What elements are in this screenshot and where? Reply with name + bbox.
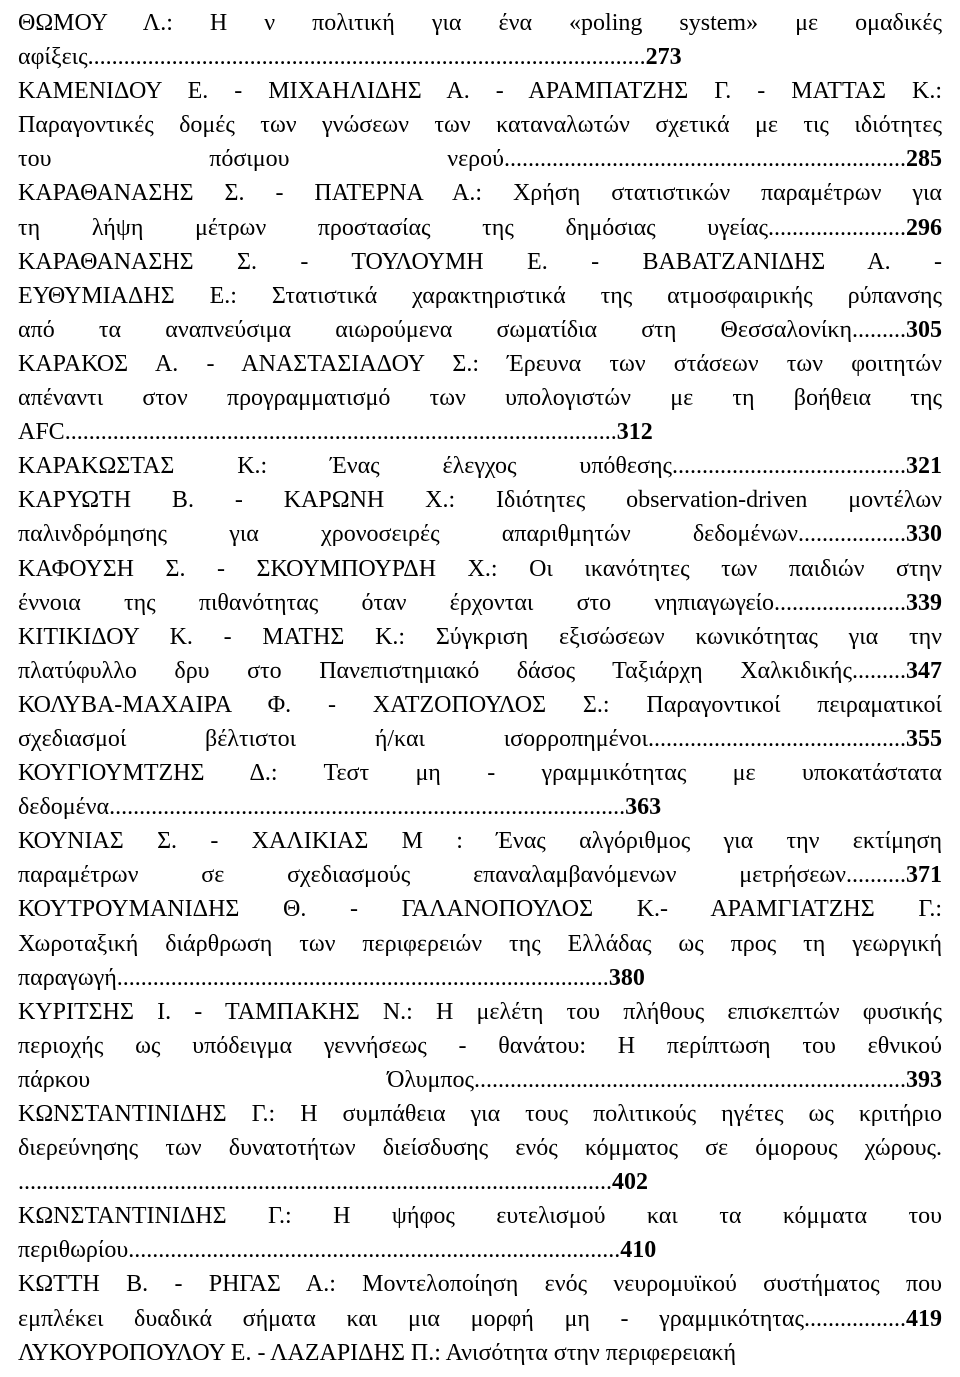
index-entry	[18, 347, 942, 449]
entry-text: σχεδιασμοί βέλτιστοι ή/και ισορροπημένοι...........................................	[18, 725, 906, 752]
entry-text: απέναντι στον προγραμματισμό των υπολογιστών με τη βοήθεια της	[18, 385, 942, 412]
entry-text: εμπλέκει δυαδικά σήματα και μια μορφή μη - γραμμικότητας.................	[18, 1305, 906, 1332]
entry-line	[18, 756, 942, 790]
index-entry	[18, 449, 942, 483]
entry-line	[18, 552, 942, 586]
index-entry	[18, 74, 942, 176]
page-number: 321	[906, 453, 942, 480]
entry-text: ΚΑΡΑΚΩΣΤΑΣ Κ.: Ένας έλεγχος υπόθεσης.......................................	[18, 453, 906, 480]
entry-line	[18, 688, 942, 722]
page-number: 393	[906, 1066, 942, 1093]
entry-line	[18, 40, 942, 74]
page-number: 355	[906, 725, 942, 752]
entry-line	[18, 1097, 942, 1131]
entry-text: ΚΟΥΤΡΟΥΜΑΝΙΔΗΣ Θ. - ΓΑΛΑΝΟΠΟΥΛΟΣ Κ.- ΑΡΑΜΓΙΑΤΖΗΣ Γ.:	[18, 896, 942, 923]
entry-line	[18, 415, 942, 449]
entry-text: Χωροταξική διάρθρωση των περιφερειών της Ελλάδας ως προς τη γεωργική	[18, 930, 942, 957]
entry-text: περιοχής ως υπόδειγμα γεννήσεως - θανάτου: Η περίπτωση του εθνικού	[18, 1032, 942, 1059]
entry-line	[18, 790, 942, 824]
entry-text: ΚΙΤΙΚΙΔΟΥ Κ. - ΜΑΤΗΣ Κ.: Σύγκριση εξισώσεων κωνικότητας για την	[18, 623, 942, 650]
page-number: 363	[625, 794, 662, 821]
entry-text: ΕΥΘΥΜΙΑΔΗΣ Ε.: Στατιστικά χαρακτηριστικά της ατμοσφαιρικής ρύπανσης	[18, 282, 942, 309]
page-number: 312	[616, 419, 653, 446]
entry-line	[18, 1267, 942, 1301]
entry-text: ΘΩΜΟΥ Λ.: Η ν πολιτική για ένα «poling system» με ομαδικές	[18, 10, 942, 36]
entry-text: ΚΩΝΣΤΑΝΤΙΝΙΔΗΣ Γ.: Η συμπάθεια για τους πολιτικούς ηγέτες ως κριτήριο	[18, 1101, 942, 1127]
entry-text: από τα αναπνεύσιμα αιωρούμενα σωματίδια στη Θεσσαλονίκη.........	[18, 316, 906, 343]
entry-text: αφίξεις.............................................................................................	[18, 44, 646, 71]
entry-text: δεδομένα......................................................................................	[18, 794, 626, 821]
entry-text: ΚΥΡΙΤΣΗΣ Ι. - ΤΑΜΠΑΚΗΣ Ν.: Η μελέτη του πλήθους επισκεπτών φυσικής	[18, 998, 942, 1025]
entry-line	[18, 961, 942, 995]
entry-line	[18, 1233, 942, 1267]
index-entry	[18, 892, 942, 994]
index-entry	[18, 1097, 942, 1199]
entry-line	[18, 1131, 942, 1165]
entry-line	[18, 824, 942, 858]
entry-text: ΚΑΡΥΩΤΗ Β. - ΚΑΡΩΝΗ Χ.: Ιδιότητες observation-driven μοντέλων	[18, 487, 942, 514]
index-entry	[18, 552, 942, 620]
entry-line	[18, 108, 942, 142]
page-number: 330	[906, 521, 942, 548]
entry-line	[18, 858, 942, 892]
entry-text: περιθωρίου..................................................................................	[18, 1237, 621, 1264]
page-number: 285	[906, 146, 942, 173]
entry-text: έννοια της πιθανότητας όταν έρχονται στο νηπιαγωγείο......................	[18, 589, 906, 616]
entry-text: πλατύφυλλο δρυ στο Πανεπιστημιακό δάσος Ταξιάρχη Χαλκιδικής.........	[18, 657, 906, 684]
entry-text: ...................................................................................................	[18, 1169, 612, 1196]
entry-line	[18, 279, 942, 313]
page-number: 305	[906, 316, 942, 343]
entry-line	[18, 1063, 942, 1097]
entry-text: παλινδρόμησης για χρονοσειρές απαριθμητών δεδομένων..................	[18, 521, 906, 548]
index-entry	[18, 6, 942, 74]
entry-line	[18, 1199, 942, 1233]
entry-text: τη λήψη μέτρων προστασίας της δημόσιας υγείας.......................	[18, 214, 906, 241]
page-number: 402	[612, 1169, 648, 1196]
entry-line	[18, 449, 942, 483]
entry-line	[18, 620, 942, 654]
index-entry	[18, 1267, 942, 1335]
entry-text: ΚΟΥΓΙΟΥΜΤΖΗΣ Δ.: Τεστ μη - γραμμικότητας με υποκατάστατα	[18, 760, 942, 787]
index-entry	[18, 1336, 942, 1370]
entry-line	[18, 176, 942, 210]
index-entry	[18, 824, 942, 892]
entry-text: διερεύνησης των δυνατοτήτων διείσδυσης ενός κόμματος σε όμορους χώρους.	[18, 1135, 942, 1162]
page-number: 273	[645, 44, 682, 71]
index-entry	[18, 995, 942, 1097]
entry-line	[18, 245, 942, 279]
page-number: 347	[906, 657, 942, 684]
entry-text: ΚΩΤΤΗ Β. - ΡΗΓΑΣ Α.: Μοντελοποίηση ενός νευρομυϊκού συστήματος που	[18, 1271, 942, 1298]
index-entry	[18, 688, 942, 756]
entry-line	[18, 995, 942, 1029]
entry-text: ΚΑΡΑΘΑΝΑΣΗΣ Σ. - ΠΑΤΕΡΝΑ Α.: Χρήση στατιστικών παραμέτρων για	[18, 180, 942, 207]
entry-text: Παραγοντικές δομές των γνώσεων των καταναλωτών σχετικά με τις ιδιότητες	[18, 112, 942, 139]
entry-line	[18, 142, 942, 176]
page-number: 380	[608, 964, 645, 991]
index-entry	[18, 483, 942, 551]
entry-line	[18, 517, 942, 551]
entry-line	[18, 586, 942, 620]
entry-text: ΚΑΦΟΥΣΗ Σ. - ΣΚΟΥΜΠΟΥΡΔΗ Χ.: Οι ικανότητες των παιδιών στην	[18, 555, 942, 582]
index-entry	[18, 620, 942, 688]
entry-line	[18, 722, 942, 756]
entry-line	[18, 1029, 942, 1063]
page-number: 371	[906, 862, 942, 889]
entry-text: πάρκου Όλυμπος........................................................................	[18, 1066, 906, 1093]
index-entry	[18, 245, 942, 347]
page-number: 419	[906, 1305, 942, 1332]
index-entry	[18, 176, 942, 244]
entry-text: ΚΑΡΑΘΑΝΑΣΗΣ Σ. - ΤΟΥΛΟΥΜΗ Ε. - ΒΑΒΑΤΖΑΝΙΔΗΣ Α. -	[18, 248, 942, 275]
entry-line	[18, 892, 942, 926]
entry-line	[18, 347, 942, 381]
entry-line	[18, 211, 942, 245]
page-number: 339	[906, 589, 942, 616]
entry-text: ΚΩΝΣΤΑΝΤΙΝΙΔΗΣ Γ.: Η ψήφος ευτελισμού και τα κόμματα του	[18, 1203, 942, 1230]
entry-line	[18, 313, 942, 347]
entry-text: AFC............................................................................................	[18, 419, 617, 446]
entry-line	[18, 927, 942, 961]
entry-text: ΚΑΜΕΝΙΔΟΥ Ε. - ΜΙΧΑΗΛΙΔΗΣ Α. - ΑΡΑΜΠΑΤΖΗΣ Γ. - ΜΑΤΤΑΣ Κ.:	[18, 78, 942, 105]
entry-text: παραμέτρων σε σχεδιασμούς επαναλαμβανόμενων μετρήσεων..........	[18, 862, 906, 889]
entry-line	[18, 1336, 942, 1370]
entry-text: του πόσιμου νερού...................................................................	[18, 146, 906, 173]
page-number: 410	[620, 1237, 657, 1264]
entry-line	[18, 654, 942, 688]
entry-line	[18, 74, 942, 108]
index-entry	[18, 756, 942, 824]
index-entry	[18, 1199, 942, 1267]
entry-line	[18, 1302, 942, 1336]
entry-line	[18, 381, 942, 415]
entry-line	[18, 1165, 942, 1199]
page-number: 296	[906, 214, 942, 241]
entry-text: ΛΥΚΟΥΡΟΠΟΥΛΟΥ Ε. - ΛΑΖΑΡΙΔΗΣ Π.: Ανισότητα στην περιφερειακή	[18, 1339, 737, 1366]
entry-text: ΚΟΥΝΙΑΣ Σ. - ΧΑΛΙΚΙΑΣ Μ : Ένας αλγόριθμος για την εκτίμηση	[18, 828, 942, 855]
entry-line	[18, 483, 942, 517]
entry-text: παραγωγή..................................................................................	[18, 964, 609, 991]
entry-text: ΚΑΡΑΚΟΣ Α. - ΑΝΑΣΤΑΣΙΑΔΟΥ Σ.: Έρευνα των στάσεων των φοιτητών	[18, 350, 942, 377]
entry-text: ΚΟΛΥΒΑ-ΜΑΧΑΙΡΑ Φ. - ΧΑΤΖΟΠΟΥΛΟΣ Σ.: Παραγοντικοί πειραματικοί	[18, 691, 942, 718]
entry-line	[18, 6, 942, 40]
